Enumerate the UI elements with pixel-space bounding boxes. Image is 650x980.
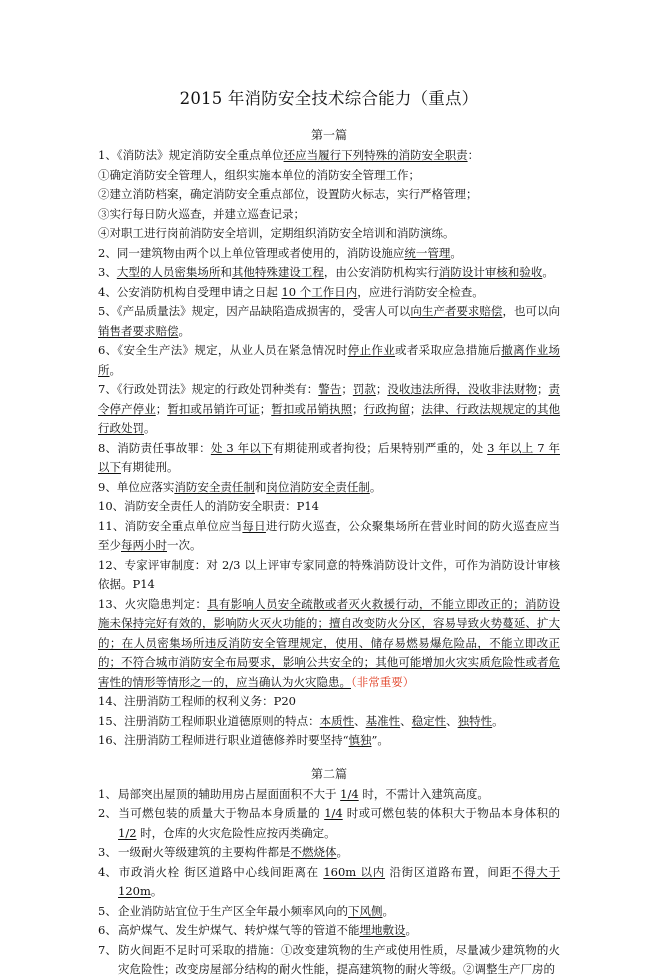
text-run: ；	[375, 382, 388, 396]
text-run: 14、注册消防工程师的权利义务：P20	[98, 694, 297, 708]
list-item	[98, 205, 560, 225]
underlined-text: 还应当履行下列特殊的消防安全职责	[283, 148, 468, 162]
text-run: 。	[178, 323, 190, 338]
list-item	[98, 556, 560, 595]
underlined-text: 法律、行政法规规定的其他行政处罚	[98, 401, 561, 435]
section-title-1: 第一篇	[310, 128, 347, 142]
item-number: 1、	[98, 786, 117, 801]
list-item	[98, 341, 560, 380]
underlined-text: 具有影响人员安全疏散或者灭火救援行动，不能立即改正的；消防设施未保持完好有效的，影响防火灭火功能的；擅自改变防火分区，容易导致火势蔓延、扩大的；在人员密集场所违反消防安全管理规定，使用、储存易燃易爆危险品，不能立即改正的；不符合城市消防安全布局要求，影响公共安全的；其他可能增加火灾实质危险性或者危害性的情形等情形之一的，应当确认为火灾隐患。	[98, 596, 560, 689]
text-run: 时，仓库的火灾危险性应按丙类确定。	[136, 825, 336, 840]
list-item	[98, 712, 560, 732]
text-run: 或者采取应急措施后	[395, 343, 502, 357]
text-run: ，应进行消防安全检查。	[357, 284, 484, 299]
list-item	[98, 941, 560, 980]
list-item	[98, 692, 560, 712]
text-run: 3、	[98, 265, 117, 279]
list-item	[98, 244, 560, 264]
underlined-text: 向生产者要求赔偿	[410, 304, 503, 318]
underlined-text: 撤离作业场所	[98, 343, 561, 377]
document-page	[98, 85, 560, 980]
text-run: 企业消防站宜位于生产区全年最小频率风向的	[118, 903, 348, 918]
underlined-text: 10 个工作日内	[281, 284, 358, 299]
list-item	[98, 595, 560, 693]
document-title: 2015 年消防安全技术综合能力（重点）	[179, 89, 479, 108]
item-number: 4、	[98, 864, 117, 879]
underlined-text: 统一管理	[404, 245, 451, 260]
text-run: ④对职工进行岗前消防安全培训，定期组织消防安全培训和消防演练。	[98, 226, 455, 240]
text-run: 。	[369, 479, 382, 494]
underlined-text: 大型的人员密集场所	[116, 265, 221, 279]
underlined-text: 1/4	[340, 786, 359, 801]
list-item	[98, 497, 560, 517]
list-item	[98, 517, 560, 556]
text-run: 、	[446, 713, 458, 728]
text-run: 11、消防安全重点单位应当	[98, 518, 243, 533]
underlined-text: 每两小时	[121, 538, 167, 552]
underlined-text: 3 年以上 7 年以下	[98, 440, 560, 474]
underlined-text: 每日	[242, 518, 266, 533]
text-run: 15、注册消防工程师职业道德原则的特点：	[98, 713, 320, 728]
text-run: 。	[109, 362, 121, 377]
text-run: 一级耐火等级建筑的主要构件都是	[118, 845, 291, 859]
text-run: 当可燃包装的质量大于物品本身质量的	[118, 806, 325, 820]
text-run: ；	[537, 382, 549, 396]
underlined-text: 没收违法所得，没收非法财物	[387, 382, 538, 396]
list-item	[98, 263, 560, 283]
text-run: 高炉煤气、发生炉煤气、转炉煤气等的管道不能	[118, 923, 360, 937]
text-run: 和	[220, 265, 232, 279]
list-item	[98, 302, 560, 341]
underlined-text: 160m 以内	[323, 864, 386, 879]
text-run: 。	[144, 421, 156, 435]
underlined-text: 警告	[318, 382, 342, 396]
list-item	[98, 166, 560, 186]
text-run: 。	[405, 923, 417, 937]
list-item	[98, 921, 560, 941]
list-item	[98, 478, 560, 498]
text-run: 有期徒刑。	[121, 460, 179, 474]
list-item	[98, 185, 560, 205]
underlined-text: 基准性	[365, 713, 401, 728]
text-run: 、	[354, 713, 366, 728]
underlined-text: 消防安全责任制	[174, 479, 255, 494]
underlined-text: 慎独	[348, 733, 372, 747]
list-item	[98, 863, 560, 902]
list-item	[98, 439, 560, 478]
list-item	[98, 380, 560, 439]
underlined-text: 行政拘留	[363, 401, 410, 416]
underlined-text: 下风侧	[348, 903, 383, 918]
underlined-text: 1/4	[324, 806, 343, 820]
text-run: 5、《产品质量法》规定，因产品缺陷造成损害的，受害人可以	[98, 304, 411, 318]
underlined-text: 处 3 年以下	[210, 440, 273, 455]
text-run: 。	[492, 713, 504, 728]
text-run: ③实行每日防火巡查，并建立巡查记录；	[98, 206, 305, 221]
underlined-text: 停止作业	[347, 343, 396, 357]
text-run: 时，不需计入建筑高度。	[358, 786, 489, 801]
text-run: 。	[450, 245, 462, 260]
item-number: 5、	[98, 903, 117, 918]
text-run: ②建立消防档案，确定消防安全重点部位，设置防火标志，实行严格管理；	[98, 187, 478, 201]
text-run: 4、公安消防机构自受理申请之日起	[98, 284, 282, 299]
text-run: ①确定消防安全管理人，组织实施本单位的消防安全管理工作；	[98, 167, 420, 182]
text-run: ，由公安消防机构实行	[323, 265, 439, 279]
highlight-text: （非常重要）	[351, 674, 415, 689]
underlined-text: 销售者要求赔偿	[98, 323, 179, 338]
text-run: 沿街区道路布置，间距	[385, 864, 512, 879]
text-run: ；	[155, 401, 168, 416]
underlined-text: 责令停产停业	[98, 382, 561, 416]
text-run: ；	[259, 401, 272, 416]
text-run: 有期徒刑或者拘役；后果特别严重的，处	[272, 440, 488, 455]
list-item	[98, 146, 560, 166]
list-item	[98, 224, 560, 244]
text-run: ，也可以向	[502, 304, 560, 318]
section-2-body	[98, 785, 560, 980]
underlined-text: 不燃烧体	[290, 845, 337, 859]
section-1-body	[98, 146, 560, 751]
text-run: 时或可燃包装的体积大于物品本身体积的	[342, 806, 561, 820]
list-item	[98, 283, 560, 303]
underlined-text: 消防设计审核和验收	[438, 265, 543, 279]
item-number: 2、	[98, 806, 117, 820]
list-item	[98, 902, 560, 922]
text-run: ：	[467, 148, 480, 162]
underlined-text: 罚款	[352, 382, 376, 396]
text-run: 进行防火巡查，公众聚集场所在营业时间的防火巡查应当至少	[98, 518, 560, 552]
text-run: 1、《消防法》规定消防安全重点单位	[98, 148, 284, 162]
text-run: 。	[336, 845, 348, 859]
text-run: 7、《行政处罚法》规定的行政处罚种类有：	[98, 382, 319, 396]
section-title-2: 第二篇	[310, 766, 347, 781]
text-run: ”。	[371, 733, 389, 747]
text-run: 防火间距不足时可采取的措施：①改变建筑物的生产或使用性质，尽量减少建筑物的火灾危险性；改变房屋部分结构的耐火性能，提高建筑物的耐火等级。②调整生产厂房的	[118, 942, 560, 976]
underlined-text: 岗位消防安全责任制	[266, 479, 370, 494]
underlined-text: 暂扣或吊销执照	[271, 401, 353, 416]
text-run: 8、消防责任事故罪：	[98, 440, 211, 455]
underlined-text: 本质性	[319, 713, 355, 728]
underlined-text: 独特性	[457, 713, 493, 728]
text-run: ；	[409, 401, 422, 416]
text-run: 10、消防安全责任人的消防安全职责：P14	[98, 499, 320, 513]
text-run: 和	[254, 479, 267, 494]
text-run: 市政消火栓 街区道路中心线间距离在	[118, 864, 324, 879]
text-run: 。	[150, 884, 163, 898]
text-run: ；	[341, 382, 353, 396]
underlined-text: 1/2	[118, 825, 137, 840]
list-item	[98, 804, 560, 843]
text-run: 16、注册消防工程师进行职业道德修养时要坚持“	[98, 733, 349, 747]
text-run: 、	[400, 713, 412, 728]
underlined-text: 稳定性	[411, 713, 447, 728]
underlined-text: 埋地敷设	[359, 923, 406, 937]
list-item	[98, 785, 560, 805]
item-number: 3、	[98, 845, 117, 859]
text-run: 一次。	[167, 538, 202, 552]
text-run: 6、《安全生产法》规定，从业人员在紧急情况时	[98, 343, 348, 357]
text-run: 局部突出屋顶的辅助用房占屋面面积不大于	[118, 786, 341, 801]
list-item	[98, 843, 560, 863]
item-number: 7、	[98, 942, 117, 957]
text-run: 2、同一建筑物由两个以上单位管理或者使用的，消防设施应	[98, 245, 405, 260]
text-run: 。	[542, 265, 554, 279]
text-run: 12、专家评审制度：对 2/3 以上评审专家同意的特殊消防设计文件，可作为消防设计审核依据。P14	[98, 557, 560, 591]
text-run: 9、单位应落实	[98, 479, 175, 494]
underlined-text: 其他特殊建设工程	[231, 265, 324, 279]
item-number: 6、	[98, 923, 117, 937]
text-run: ；	[352, 401, 364, 416]
text-run: 。	[382, 903, 394, 918]
text-run: 13、火灾隐患判定：	[98, 596, 208, 611]
underlined-text: 不得大于 120m	[118, 864, 561, 898]
list-item	[98, 731, 560, 751]
underlined-text: 暂扣或吊销许可证	[167, 401, 260, 416]
